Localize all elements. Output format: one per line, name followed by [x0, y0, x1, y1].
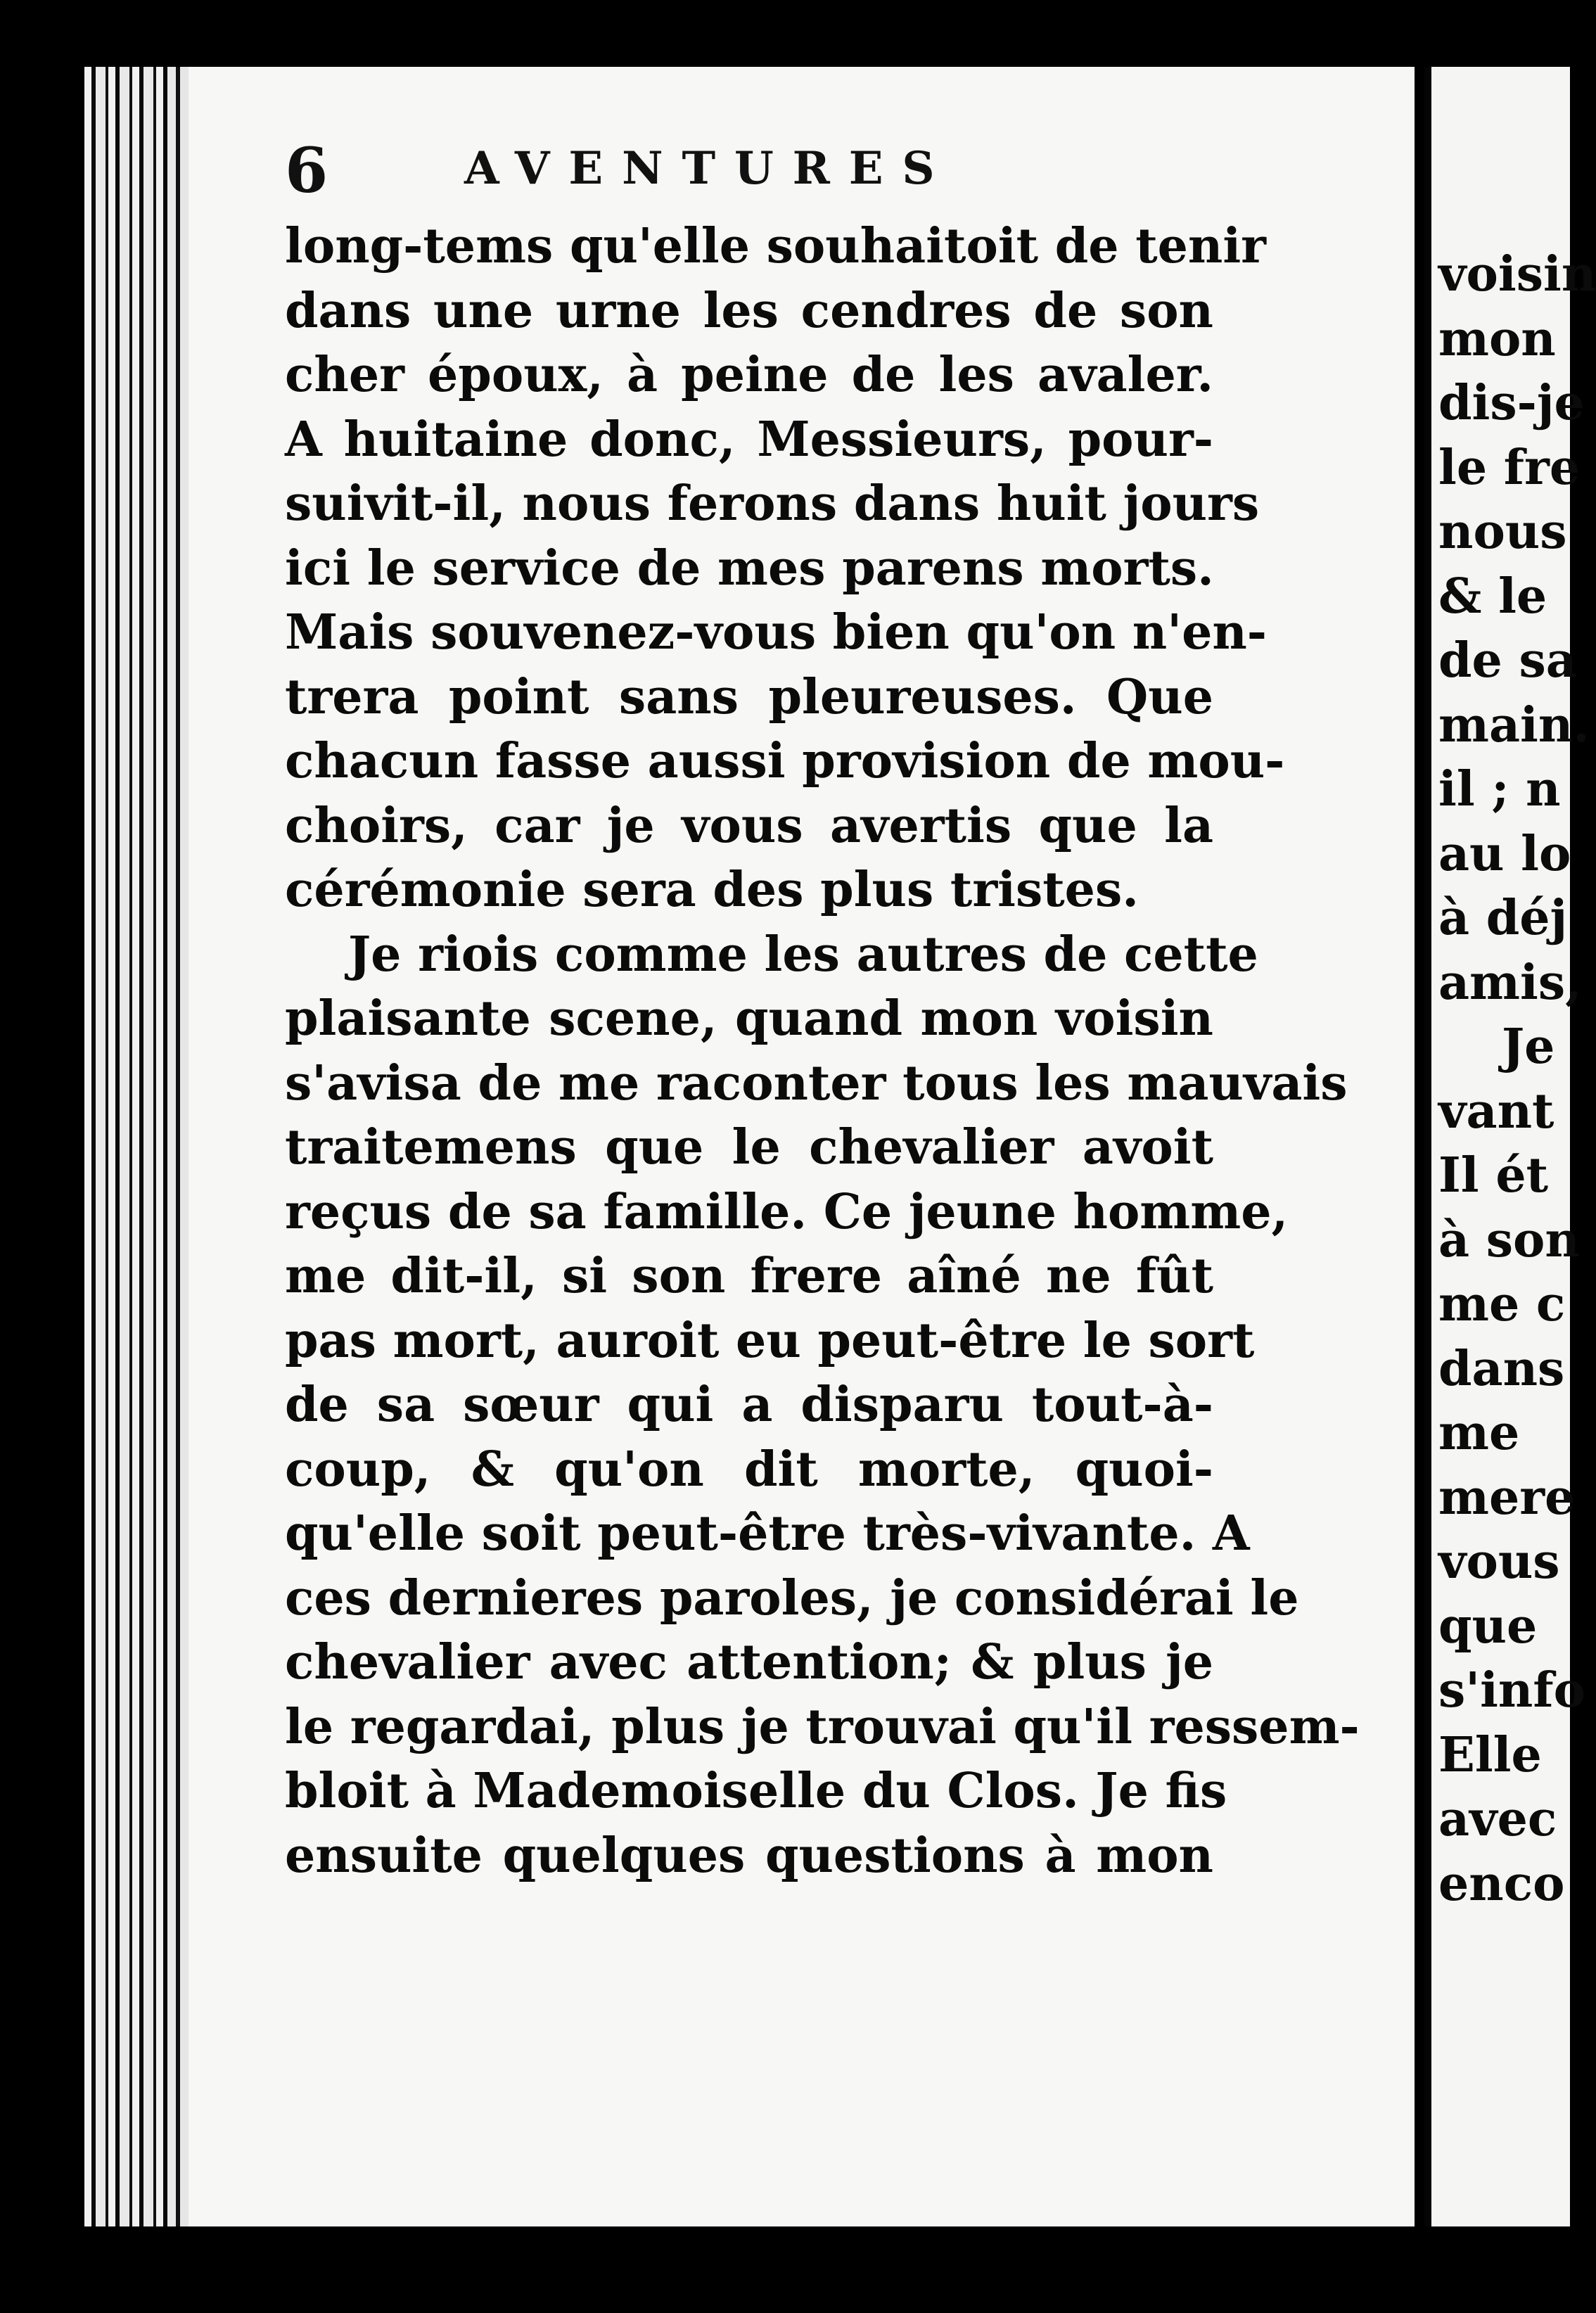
next-page-line: main.	[1438, 696, 1590, 753]
next-page-line: avec	[1438, 1791, 1557, 1847]
next-page-text	[1438, 243, 1596, 1916]
next-page-line: il ; n	[1438, 761, 1561, 817]
next-page-line: voisin	[1438, 246, 1596, 302]
text-line: cher époux, à peine de les avaler.	[285, 347, 1213, 403]
text-line: plaisante scene, quand mon voisin	[285, 990, 1213, 1047]
text-line: chacun fasse aussi provision de mou-	[285, 733, 1285, 789]
next-page-line: amis,	[1438, 954, 1582, 1011]
next-page-line: le fre	[1438, 439, 1581, 496]
next-page-line: me c	[1438, 1276, 1566, 1332]
next-page-line: dis-je	[1438, 375, 1585, 431]
next-page-line: mon	[1438, 310, 1556, 367]
running-title: AVENTURES	[464, 142, 954, 195]
text-line: s'avisa de me raconter tous les mauvais	[285, 1054, 1348, 1111]
page-header	[285, 134, 1213, 211]
next-page-line: que	[1438, 1598, 1538, 1655]
next-page-line: me	[1438, 1405, 1520, 1461]
page-number: 6	[285, 134, 328, 207]
text-line: ici le service de mes parens morts.	[285, 540, 1214, 597]
text-line: long-tems qu'elle souhaitoit de tenir	[285, 218, 1266, 274]
page-stack-edges	[84, 67, 190, 2226]
text-line: ces dernieres paroles, je considérai le	[285, 1569, 1299, 1626]
body-text	[285, 215, 1360, 1888]
text-line: cérémonie sera des plus tristes.	[285, 862, 1139, 918]
text-line: A huitaine donc, Messieurs, pour-	[285, 411, 1213, 468]
text-line: reçus de sa famille. Ce jeune homme,	[285, 1183, 1289, 1240]
text-line: me dit-il, si son frere aîné ne fût	[285, 1248, 1213, 1304]
next-page-line: nous	[1438, 504, 1567, 560]
next-page-line: à déj	[1438, 890, 1568, 946]
next-page-line: enco	[1438, 1855, 1565, 1912]
text-line: bloit à Mademoiselle du Clos. Je fis	[285, 1763, 1227, 1819]
text-line: choirs, car je vous avertis que la	[285, 797, 1213, 854]
next-page-line: mere	[1438, 1469, 1576, 1526]
text-line: suivit-il, nous ferons dans huit jours	[285, 476, 1260, 532]
next-page-line: vous	[1438, 1534, 1560, 1590]
next-page-line: de sa	[1438, 632, 1577, 689]
text-line: coup, & qu'on dit morte, quoi-	[285, 1441, 1213, 1498]
text-line: le regardai, plus je trouvai qu'il ressem-	[285, 1698, 1360, 1755]
text-line: Mais souvenez-vous bien qu'on n'en-	[285, 604, 1267, 661]
next-page-line: vant	[1438, 1083, 1554, 1140]
text-line: trera point sans pleureuses. Que	[285, 668, 1213, 725]
next-page-line: Elle	[1438, 1726, 1542, 1783]
text-line: de sa sœur qui a disparu tout-à-	[285, 1377, 1213, 1433]
text-line: qu'elle soit peut-être très-vivante. A	[285, 1505, 1250, 1562]
text-line: chevalier avec attention; & plus je	[285, 1634, 1213, 1690]
next-page-line: au lo	[1438, 825, 1571, 882]
next-page-line: & le	[1438, 568, 1547, 625]
text-line: traitemens que le chevalier avoit	[285, 1119, 1213, 1175]
next-page-line: Il ét	[1438, 1147, 1548, 1204]
next-page-line: s'info	[1438, 1662, 1585, 1719]
text-line: pas mort, auroit eu peut-être le sort	[285, 1312, 1255, 1369]
text-line: Je riois comme les autres de cette	[348, 926, 1258, 983]
text-line: dans une urne les cendres de son	[285, 282, 1213, 339]
next-page-line: dans	[1438, 1340, 1565, 1397]
text-line: ensuite quelques questions à mon	[285, 1827, 1213, 1884]
next-page-line: à son	[1438, 1211, 1580, 1268]
next-page-line: Je	[1502, 1019, 1555, 1075]
